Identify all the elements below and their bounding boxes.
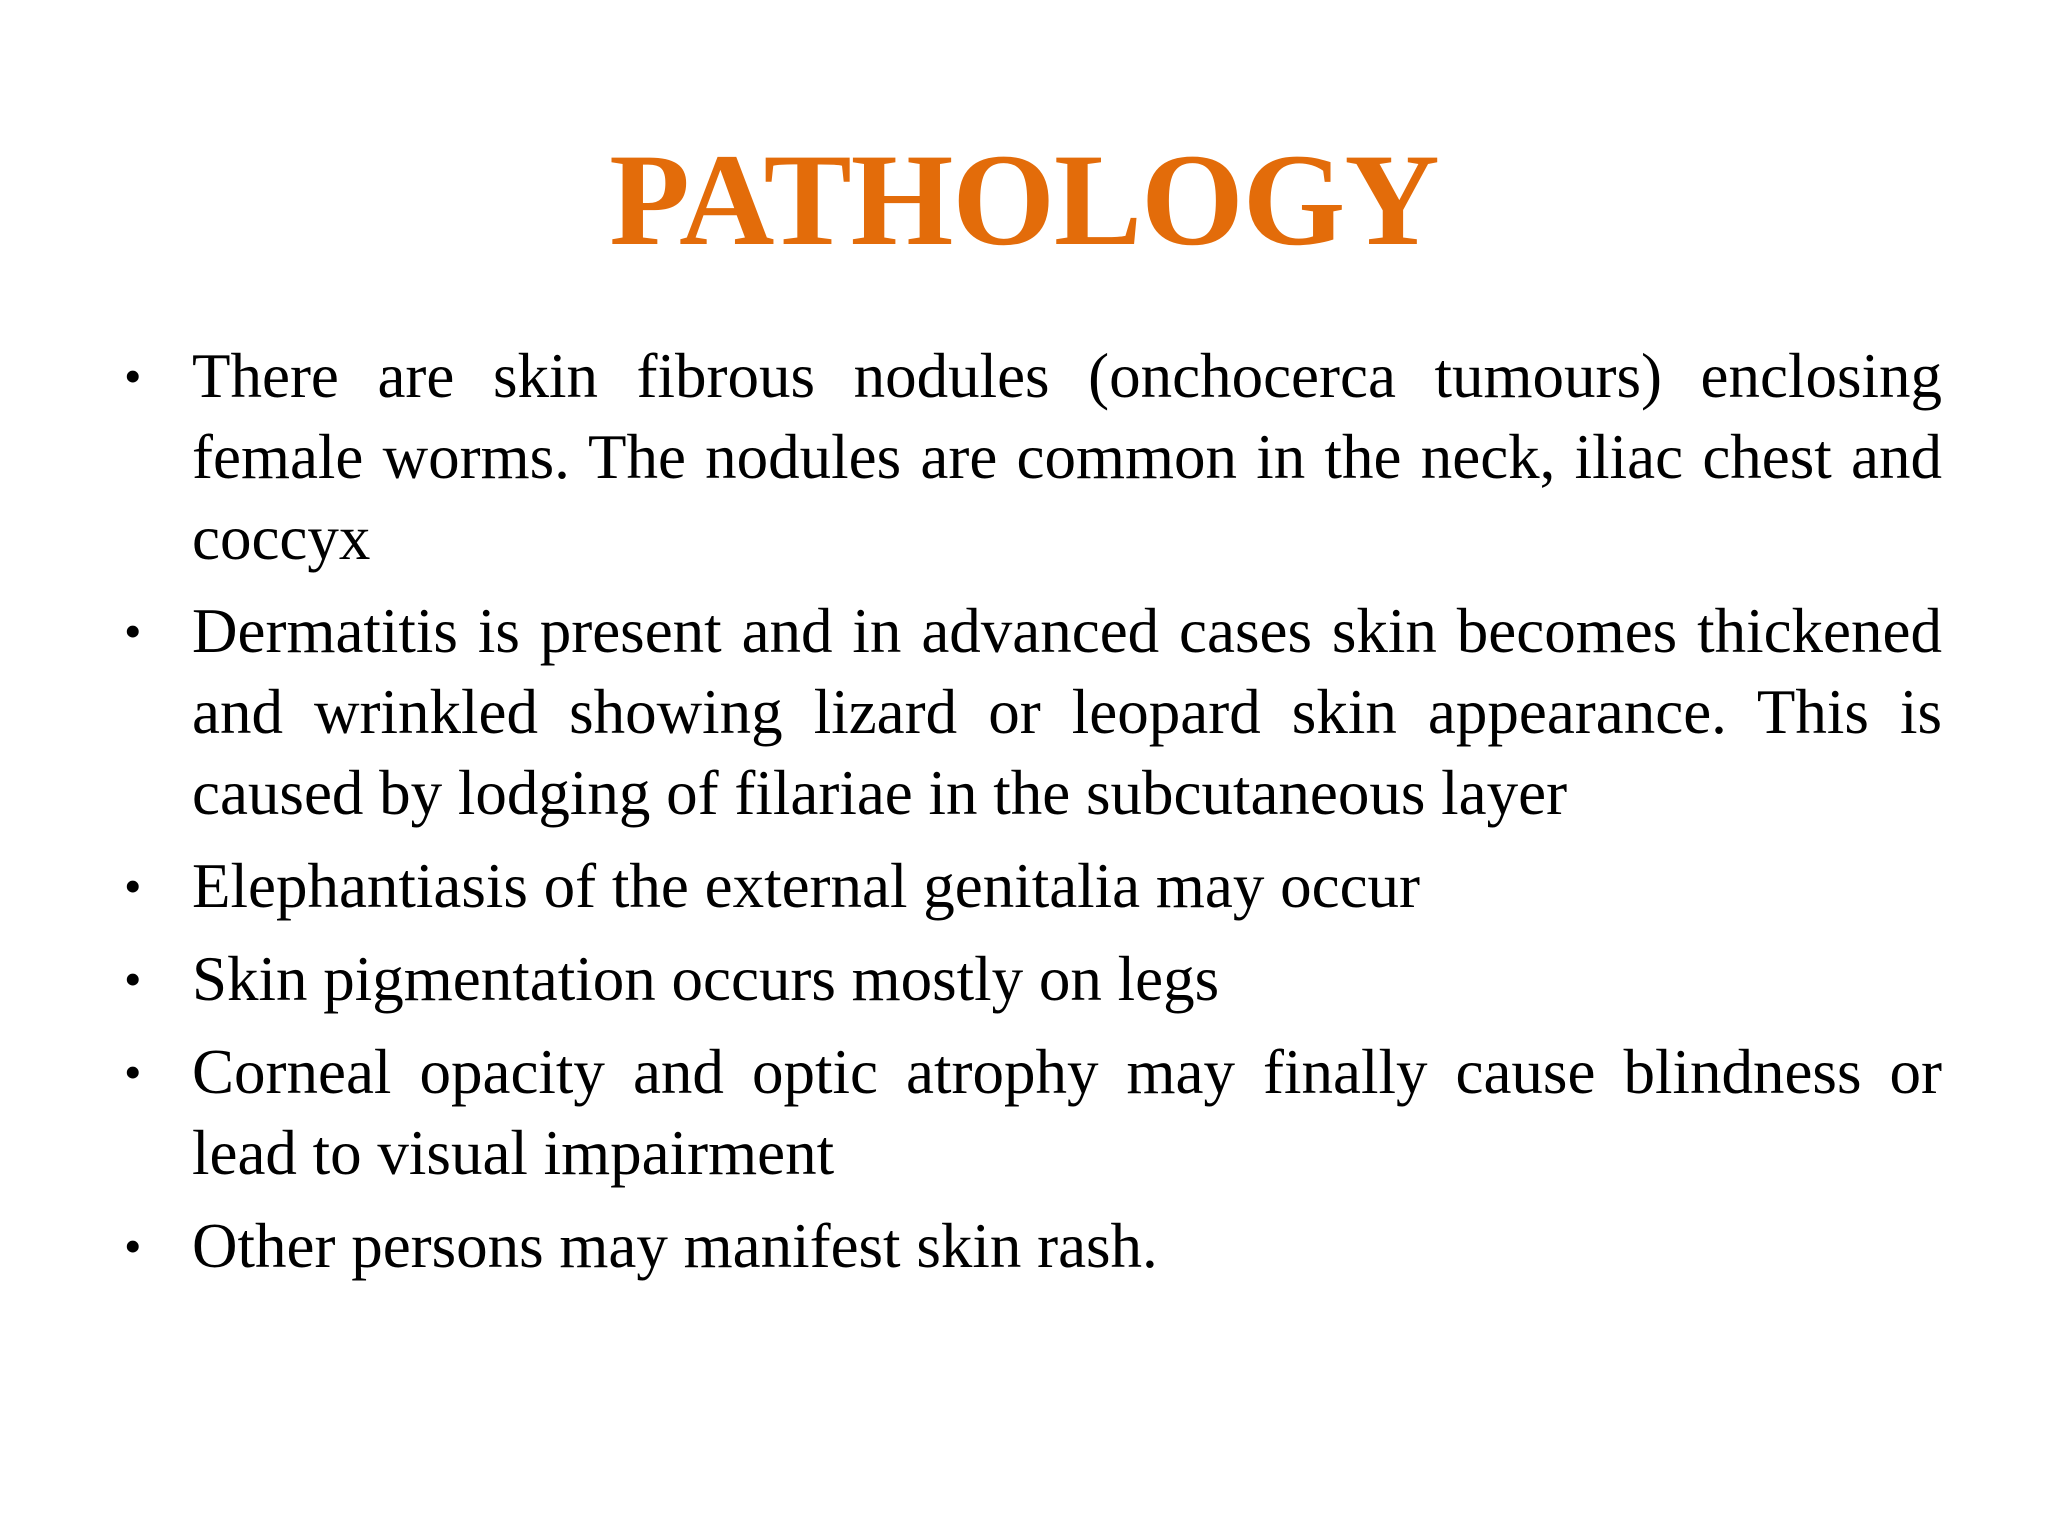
bullet-item [124, 336, 1942, 579]
bullet-item [124, 1206, 1942, 1287]
bullet-point-icon: • [124, 1218, 142, 1274]
bullet-point-icon: • [124, 603, 142, 659]
bullet-text: Dermatitis is present and in advanced cases skin becomes thickened and wrinkled showing lizard or leopard skin appearance. This is caused by lodging of filariae in the subcutaneous layer [192, 596, 1942, 828]
bullet-point-icon: • [124, 1044, 142, 1100]
bullet-text: Skin pigmentation occurs mostly on legs [192, 944, 1220, 1014]
bullet-item [124, 591, 1942, 834]
bullet-item [124, 846, 1942, 927]
slide-title: PATHOLOGY [609, 126, 1439, 273]
bullet-item [124, 939, 1942, 1020]
bullet-point-icon: • [124, 348, 142, 404]
bullet-point-icon: • [124, 951, 142, 1007]
bullet-point-icon: • [124, 858, 142, 914]
bullet-item [124, 1032, 1942, 1194]
bullet-list [124, 336, 1942, 1299]
bullet-text: Elephantiasis of the external genitalia may occur [192, 851, 1421, 921]
bullet-text: Other persons may manifest skin rash. [192, 1211, 1158, 1281]
bullet-text: Corneal opacity and optic atrophy may finally cause blindness or lead to visual impairment [192, 1037, 1942, 1188]
bullet-text: There are skin fibrous nodules (onchocerca tumours) enclosing female worms. The nodules are common in the neck, iliac chest and coccyx [192, 341, 1942, 573]
